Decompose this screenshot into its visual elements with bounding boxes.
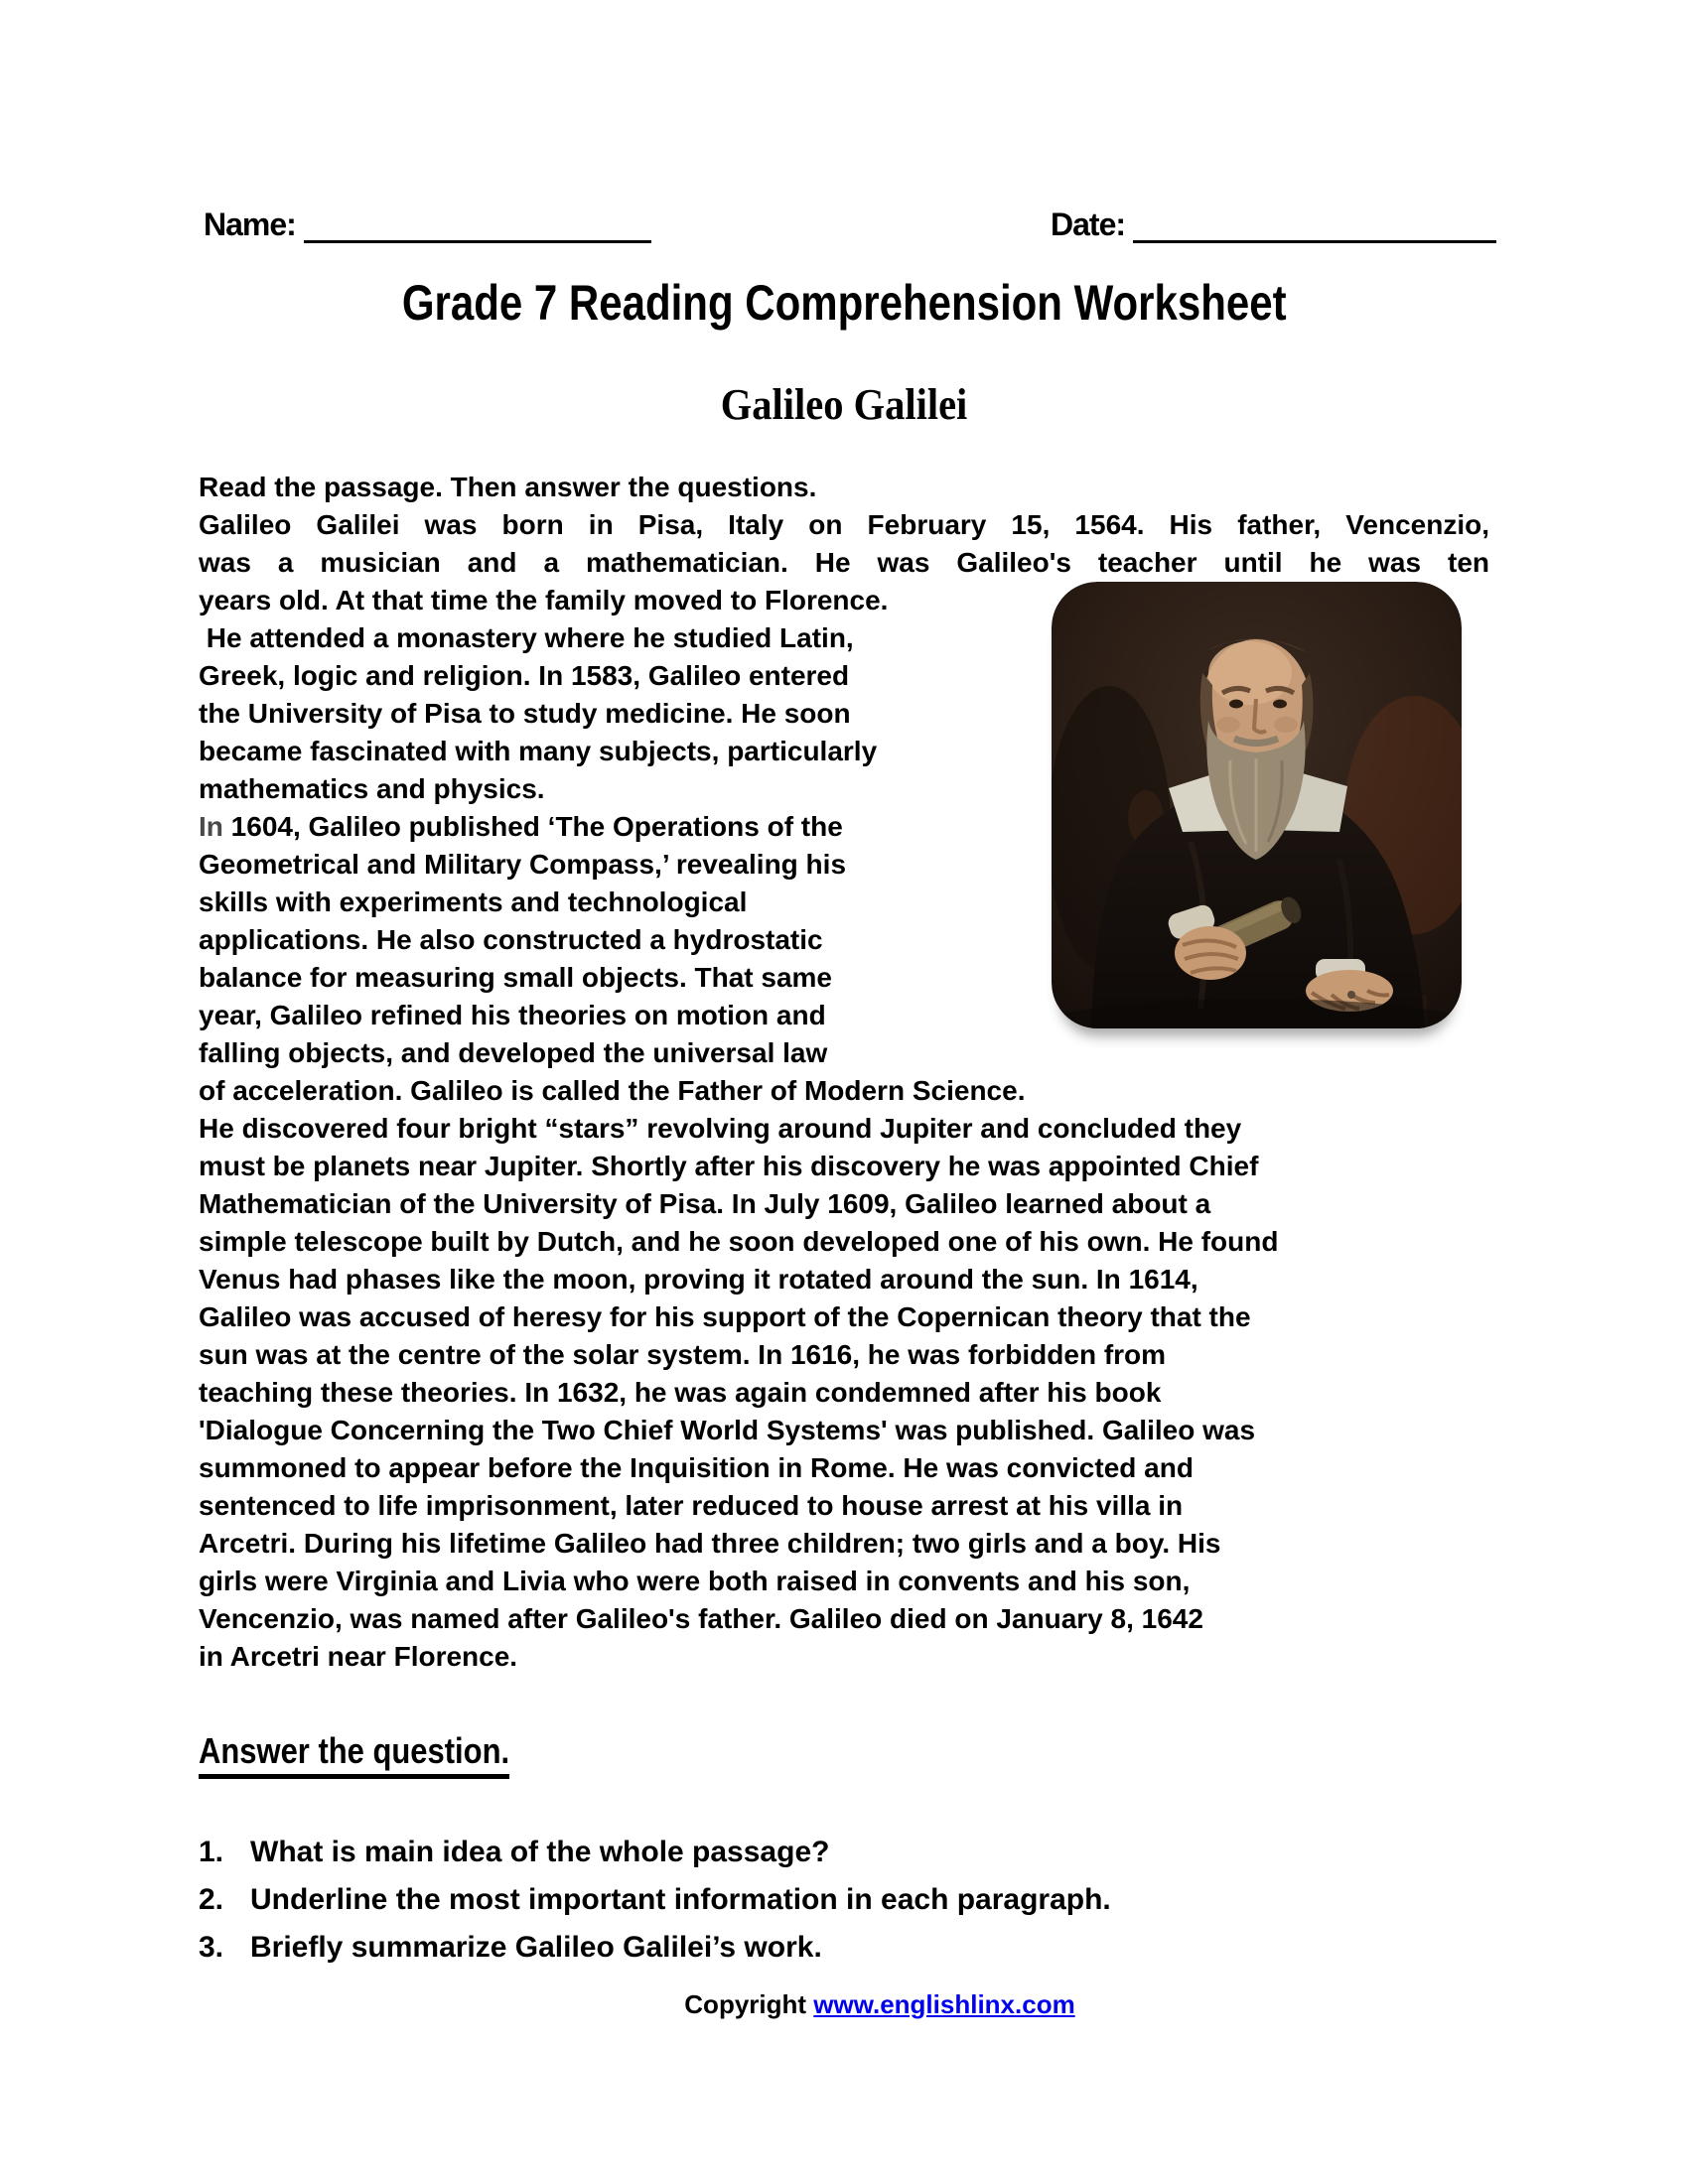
englishlinx-link[interactable]: www.englishlinx.com: [813, 1989, 1075, 2019]
passage-title-text: Galileo Galilei: [720, 380, 968, 429]
passage-line: in Arcetri near Florence.: [199, 1641, 518, 1672]
copyright-text: Copyright: [684, 1989, 814, 2019]
galileo-portrait-image: [1052, 582, 1462, 1028]
questions-list: [199, 1829, 1489, 1972]
passage-line: was a musician and a mathematician. He was Galileo's teacher until he was ten: [199, 547, 1489, 578]
passage-line: mathematics and physics.: [199, 773, 545, 804]
date-blank-line: [1133, 210, 1496, 243]
question-item: [199, 1924, 1489, 1972]
question-text: Briefly summarize Galileo Galilei’s work.: [250, 1931, 822, 1964]
passage-line: skills with experiments and technological: [199, 887, 748, 917]
passage-line: 'Dialogue Concerning the Two Chief World Systems' was published. Galileo was: [199, 1415, 1256, 1445]
name-blank-line: [304, 210, 651, 243]
worksheet-title-text: Grade 7 Reading Comprehension Worksheet: [401, 275, 1287, 331]
copyright-line: [234, 1989, 1525, 2020]
name-field: [204, 206, 651, 243]
passage-line: Vencenzio, was named after Galileo's father. Galileo died on January 8, 1642: [199, 1603, 1203, 1634]
passage-line: summoned to appear before the Inquisition in Rome. He was convicted and: [199, 1452, 1194, 1483]
passage-line: applications. He also constructed a hydrostatic: [199, 924, 823, 955]
passage-line: Mathematician of the University of Pisa. In July 1609, Galileo learned about a: [199, 1188, 1211, 1219]
answer-section-heading: [199, 1730, 1489, 1779]
passage-line: must be planets near Jupiter. Shortly after his discovery he was appointed Chief: [199, 1151, 1259, 1181]
passage-line: simple telescope built by Dutch, and he soon developed one of his own. He found: [199, 1226, 1279, 1257]
passage-line: girls were Virginia and Livia who were both raised in convents and his son,: [199, 1566, 1191, 1596]
worksheet-title: [0, 274, 1688, 332]
passage-line: Venus had phases like the moon, proving it rotated around the sun. In 1614,: [199, 1264, 1198, 1295]
date-label: Date:: [1051, 206, 1126, 242]
question-text: What is main idea of the whole passage?: [250, 1836, 830, 1868]
question-text: Underline the most important information in each paragraph.: [250, 1883, 1111, 1916]
answer-heading-text: Answer the question.: [199, 1730, 509, 1779]
passage-line: the University of Pisa to study medicine. He soon: [199, 698, 851, 729]
passage-line: He discovered four bright “stars” revolving around Jupiter and concluded they: [199, 1113, 1242, 1144]
passage-line: Read the passage. Then answer the questions.: [199, 472, 817, 502]
passage-line: falling objects, and developed the universal law: [199, 1037, 828, 1068]
passage-lines: [199, 469, 1489, 1676]
question-number: 2.: [199, 1883, 224, 1916]
passage-line: Geometrical and Military Compass,’ revealing his: [199, 849, 847, 880]
passage-line: sun was at the centre of the solar system. In 1616, he was forbidden from: [199, 1339, 1167, 1370]
question-item: [199, 1876, 1489, 1924]
passage-line: years old. At that time the family moved to Florence.: [199, 585, 889, 615]
passage-line: year, Galileo refined his theories on motion and: [199, 1000, 826, 1030]
passage-line: of acceleration. Galileo is called the Father of Modern Science.: [199, 1075, 1026, 1106]
passage-line: Greek, logic and religion. In 1583, Galileo entered: [199, 660, 850, 691]
name-label: Name:: [204, 206, 296, 242]
passage-line: teaching these theories. In 1632, he was again condemned after his book: [199, 1377, 1162, 1408]
passage-title: [0, 379, 1688, 430]
passage-line: Arcetri. During his lifetime Galileo had three children; two girls and a boy. His: [199, 1528, 1221, 1559]
content-column: [199, 469, 1489, 2020]
passage-line: Galileo was accused of heresy for his support of the Copernican theory that the: [199, 1301, 1251, 1332]
passage-line: became fascinated with many subjects, particularly: [199, 736, 878, 766]
galileo-portrait: [1052, 582, 1462, 1028]
passage-line: He attended a monastery where he studied Latin,: [199, 622, 854, 653]
date-field: [1051, 206, 1496, 243]
passage-line: sentenced to life imprisonment, later reduced to house arrest at his villa in: [199, 1490, 1184, 1521]
question-number: 3.: [199, 1931, 224, 1964]
question-item: [199, 1829, 1489, 1876]
passage-line: Galileo Galilei was born in Pisa, Italy on February 15, 1564. His father, Vencenzio,: [199, 509, 1489, 540]
question-number: 1.: [199, 1836, 224, 1868]
gray-lead-word: In: [199, 811, 223, 842]
passage-line: balance for measuring small objects. That same: [199, 962, 832, 993]
passage-line: In 1604, Galileo published ‘The Operations of the: [199, 811, 843, 842]
